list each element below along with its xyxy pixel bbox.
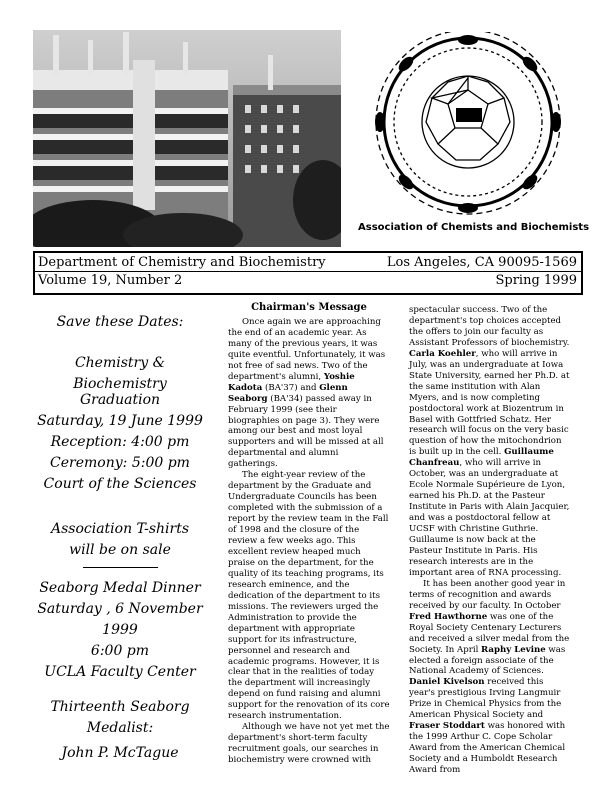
person-name: Carla Koehler [409,348,476,359]
text-run: received this year's prestigious Irving Langmuir Prize in Chemical Physics from the American Physical Society and [409,677,562,721]
association-name: Association of Chemists and Biochemists [358,222,590,233]
ceremony-time: Ceremony: 5:00 pm [50,455,190,471]
text-run: , who will arrive in October, was an undergraduate at Ecole Normale Supérieure de Lyon, earned his Ph.D. at the Pasteur Institute in Paris with Alain Jacquier, and was a postdoctoral fellow at UCSF with Christine Guthrie. Guillaume is now back at the Pasteur Institute in Paris. His research interests are in the important area of RNA processing. [409,458,570,578]
spacer [30,333,210,353]
text-run: (BA'34) passed away in February 1999 (see their biographies on page 3). They were among our best and most loyal supporters and will be missed at all departmental and alumni gatherings. [228,393,384,470]
building-photo [33,30,341,247]
issue-season: Spring 1999 [495,273,577,288]
save-dates-heading: Save these Dates: [56,314,184,330]
dinner-title: Seaborg Medal Dinner [39,580,201,596]
tshirts-line1: Association T-shirts [50,521,190,537]
person-name: Raphy Levine [481,644,546,655]
dinner-place: UCLA Faculty Center [44,664,196,680]
person-name: Guillaume Chanfreau [409,447,554,469]
article-column-2 [409,305,571,776]
text-run: was one of the Royal Society Centenary Lecturers and received a silver medal from the Society. In April [409,611,570,655]
masthead-divider [35,271,581,272]
graduation-date: Saturday, 19 June 1999 [37,413,203,429]
volume-number: Volume 19, Number 2 [38,273,183,288]
medalist-name: John P. McTague [61,745,179,761]
dna-helix-logo-icon [360,32,580,237]
graduation-title-line1: Chemistry & Biochemistry [73,355,167,392]
person-name: Fred Hawthorne [409,611,488,622]
article-paragraph-3-cont [409,305,571,579]
medalist-line1: Thirteenth Seaborg [50,699,190,715]
person-name: Daniel Kivelson [409,677,485,688]
person-name: Glenn Seaborg [228,382,348,404]
dinner-time: 6:00 pm [90,643,150,659]
department-name: Department of Chemistry and Biochemistry [38,255,326,270]
reception-time: Reception: 4:00 pm [50,434,190,450]
article-paragraph-2: The eight-year review of the department by the Graduate and Undergraduate Councils has been completed with the submission of a report by the review team in the Fall of 1998 and the closure of the review a few weeks ago. This excellent review heaped much praise on the department, for the quality of its teaching programs, its research eminence, and the dedication of the department to its missions. The reviewers urged the Administration to provide the department with appropriate support for its infrastructure, personnel and research and academic programs. However, it is clear that in the realities of today the department will increasingly depend on fund raising and alumni support for the renovation of its core research instrumentation. [228,470,390,722]
article-title: Chairman's Message [251,302,367,313]
tshirts-line2: will be on sale [69,542,171,558]
article-column-1 [228,303,390,766]
person-name: Fraser Stoddart [409,721,485,732]
article-paragraph-3: Although we have not yet met the department's short-term faculty recruitment goals, our searches in biochemistry were crowned with [228,722,390,766]
article-paragraph-1 [228,317,390,470]
building-photo-graphic [33,30,341,247]
text-run: was elected a foreign associate of the National Academy of Sciences. [409,644,566,677]
location-address: Los Angeles, CA 90095-1569 [386,255,577,270]
dinner-date-line2: 1999 [102,622,138,638]
masthead [33,251,583,295]
article-paragraph-4 [409,579,571,776]
person-name: Yoshie Kadota [228,371,355,393]
divider-line [83,567,158,568]
text-run: , who will arrive in July, was an undergraduate at Iowa State University, earned her Ph.D. at the same institution with Alan Myers, and is now completing postdoctoral work at Biozentrum in Basel with Gottfried Schatz. Her research will focus on the very basic question of how the mitochondrion is built up in the cell. [409,348,570,458]
association-logo [360,32,580,237]
text-run: spectacular success. Two of the department's top choices accepted the offers to join our faculty as Assistant Professors of biochemistry. [409,305,570,348]
spacer [30,495,210,519]
dinner-date-line1: Saturday , 6 November [37,601,203,617]
spacer [30,683,210,697]
text-run: Once again we are approaching the end of an academic year. As many of the previous years, it was quite eventful. Unfortunately, it was not free of sad news. Two of the department's alumni, [228,316,386,382]
text-run: (BA'37) and [262,382,320,393]
graduation-title-line2: Graduation [79,392,161,408]
medalist-line2: Medalist: [86,720,154,736]
save-the-dates-sidebar [30,312,210,764]
text-run: was honored with the 1999 Arthur C. Cope Scholar Award from the American Chemical Society and a Humboldt Research Award from [409,721,566,776]
text-run: It has been another good year in terms of recognition and awards received by our faculty. In October [409,578,566,611]
graduation-location: Court of the Sciences [43,476,197,492]
